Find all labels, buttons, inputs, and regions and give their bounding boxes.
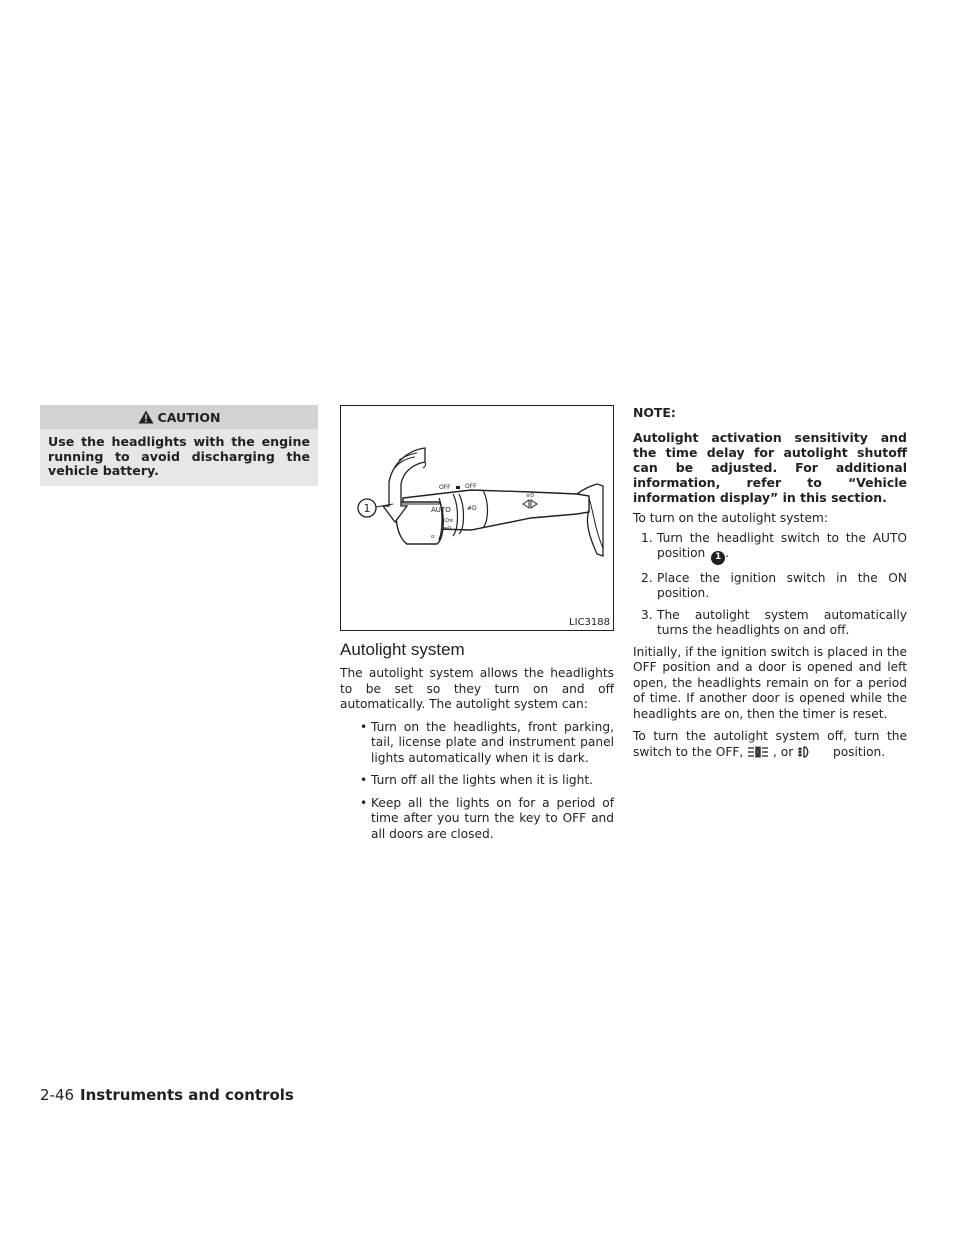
bullet-text: Turn on the headlights, front parking, tail, license plate and instrument panel lights automatically when it is dark.: [371, 719, 614, 765]
list-item: • Turn off all the lights when it is light.: [360, 773, 593, 787]
left-column: [40, 405, 318, 486]
warning-icon: [138, 410, 154, 424]
svg-text:≡D: ≡D: [526, 493, 535, 499]
right-column: [633, 405, 907, 767]
middle-column: [340, 405, 614, 849]
bullet-text: Turn off all the lights when it is light.: [371, 773, 593, 787]
parking-light-icon: [747, 746, 769, 758]
figure-code: LIC3188: [569, 617, 610, 628]
headlight-switch-figure: [340, 405, 614, 631]
caution-title: CAUTION: [157, 409, 221, 425]
section-intro: The autolight system allows the headlights to be set so they turn on and off automatically. The autolight system can:: [340, 666, 614, 711]
turn-off-text-2: , or: [773, 744, 794, 759]
caution-box: [40, 405, 318, 486]
bullet-text: Keep all the lights on for a period of time after you turn the key to OFF and all doors are closed.: [371, 795, 614, 841]
step-text: The autolight system automatically turns the headlights on and off.: [657, 607, 907, 638]
section-heading: Autolight system: [340, 640, 465, 659]
footer-section-title: Instruments and controls: [80, 1086, 294, 1104]
caution-header: [40, 405, 318, 429]
svg-text:#D: #D: [467, 505, 477, 512]
headlight-switch-illustration: [341, 406, 613, 630]
svg-text:o:: o:: [431, 534, 436, 540]
svg-text:≡D: ≡D: [443, 526, 452, 532]
off-label-2: OFF: [465, 483, 477, 490]
note-text: Autolight activation sensitivity and the time delay for autolight shutoff can be adjusted. For additional information, refer to “Vehicle information display” in this section.: [633, 430, 907, 505]
step-text: Place the ignition switch in the ON position.: [657, 570, 907, 601]
initially-paragraph: Initially, if the ignition switch is placed in the OFF position and a door is opened and left open, the headlights remain on for a period of time. If another door is opened while the headlights are on, then the timer is reset.: [633, 644, 907, 721]
svg-text:≡D≡: ≡D≡: [441, 518, 454, 524]
page-number: 2-46: [40, 1086, 75, 1104]
step-number: 1.: [641, 530, 653, 545]
list-item: • Turn on the headlights, front parking, tail, license plate and instrument panel lights automatically when it is dark.: [360, 719, 614, 765]
list-item: • Keep all the lights on for a period of time after you turn the key to OFF and all doors are closed.: [360, 795, 614, 841]
turn-off-paragraph: [633, 729, 907, 760]
page-footer: [40, 1086, 294, 1104]
step-number: 3.: [641, 607, 653, 622]
turn-off-text-3: position.: [832, 744, 886, 759]
turn-off-text-1: To turn the autolight system off, turn the switch to the OFF,: [633, 729, 907, 759]
callout-1-icon: 1: [711, 551, 725, 565]
step-text: Turn the headlight switch to the AUTO position: [657, 530, 907, 560]
caution-text: Use the headlights with the engine running to avoid discharging the vehicle battery.: [48, 434, 310, 478]
auto-label: AUTO: [431, 506, 451, 514]
figure-callout-1: 1: [363, 502, 371, 515]
fog-light-icon: [797, 746, 811, 758]
note-label: NOTE:: [633, 405, 676, 420]
procedure-step: [633, 608, 907, 639]
step-suffix: .: [725, 546, 730, 560]
step-number: 2.: [641, 570, 653, 585]
off-label-1: OFF: [439, 484, 451, 491]
procedure-intro: To turn on the autolight system:: [633, 511, 829, 525]
procedure-step: [633, 531, 907, 565]
procedure-step: [633, 571, 907, 602]
